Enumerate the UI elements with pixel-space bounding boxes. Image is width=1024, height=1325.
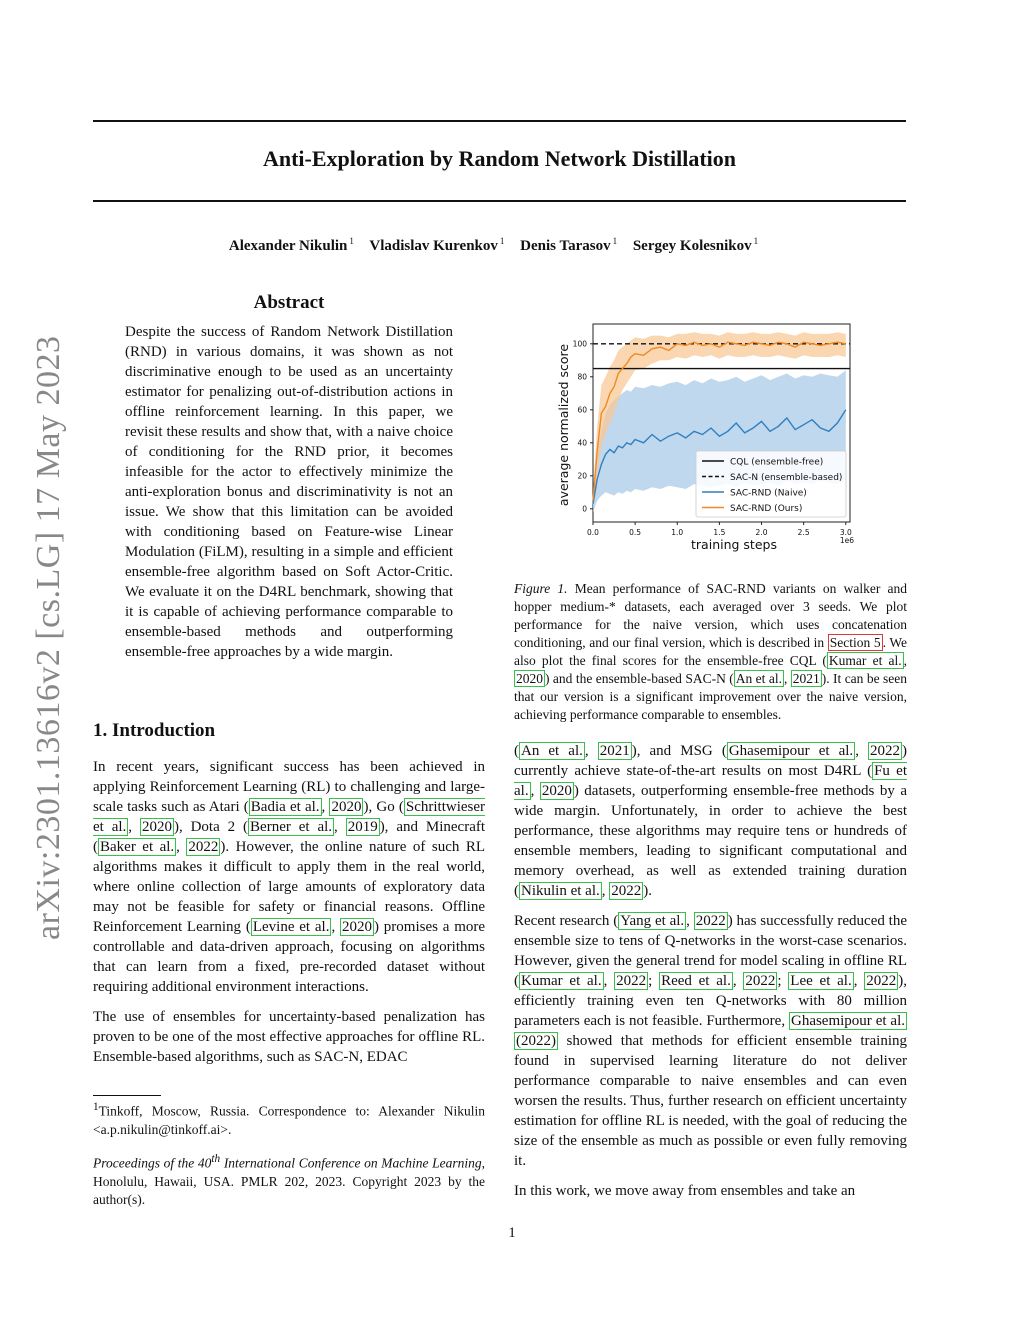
paragraph: In recent years, significant success has been achieved in applying Reinforcement Learning (RL) to challenging and large-scale tasks such as Atari ( Badia et al. , 2020 ), Go ( Schrittwieser et al. , 2020 ), Dota 2 ( Berner et al. , 2019 ), and Minecraft ( Baker et al. , 2022 ). However, the online nature of such RL algorithms makes it difficult to apply them in the real world, where online collection of large amounts of exploratory data may not be feasible for safety or financial reasons. Offline Reinforcement Learning ( Levine et al. , 2020 ) promises a more controllable and data-driven approach, focusing on algorithms that can learn from a fixed, pre-recorded dataset without requiring additional environment interactions. [93,759,486,995]
citation-link[interactable]: Kumar et al. [828,653,902,668]
citation-link[interactable]: 2022 [188,839,219,855]
citation-link[interactable]: Ghasemipour et al. [728,743,854,759]
citation-link[interactable]: 2020 [541,783,572,799]
citation-link[interactable]: Baker et al. [100,839,175,855]
citation-link[interactable]: Lee et al. [790,973,852,989]
x-tick-label: 1.5 [713,528,726,537]
right-column-text [514,741,907,1211]
citation-link[interactable]: Yang et al. [620,913,685,929]
y-tick-label: 60 [577,405,587,415]
paragraph: The use of ensembles for uncertainty-based penalization has proven to be one of the most effective approaches for offline RL. Ensemble-based algorithms, such as SAC-N, EDAC [93,1009,485,1065]
paragraph: Recent research ( Yang et al. , 2022 ) has successfully reduced the ensemble size to tens of Q-networks in the worst-case scenarios. However, given the general trend for model scaling in offline RL ( Kumar et al. , 2022 ; Reed et al. , 2022 ; Lee et al. , 2022 ), efficiently training even ten Q-networks with 80 million parameters each is not feasible. Furthermore, Ghasemipour et al. (2022) showed that methods for efficient ensemble training found in supervised learning literature do not deliver performance comparable to naive ensembles and can even worsen the results. Thus, further research on efficient uncertainty estimation for offline RL is needed, with the goal of reducing the size of the ensemble as much as possible or even fully removing it. [514,913,907,1169]
citation-link[interactable]: Reed et al. [661,973,731,989]
y-axis-ticks [573,339,593,513]
citation-link[interactable]: (2022) [516,1033,556,1049]
citation-link[interactable]: 2022 [611,883,642,899]
legend-label: SAC-N (ensemble-based) [730,473,843,483]
y-tick-label: 20 [577,471,587,481]
citation-link[interactable]: 2022 [745,973,776,989]
affiliation-mark: 1 [753,236,759,246]
citation-link[interactable]: 2022 [695,913,726,929]
y-axis-label: average normalized score [556,343,571,507]
x-tick-label: 2.5 [797,528,810,537]
x-tick-label: 0.0 [587,528,599,537]
citation-link[interactable]: 2021 [792,671,820,686]
section-ref-link[interactable]: Section 5 [829,635,881,650]
abstract-body: Despite the success of Random Network Distillation (RND) in various domains, it was shown as not discriminative enough to be used as an uncertainty estimator for penalizing out-of-distribution actions in offline reinforcement learning. In this paper, we revisit these results and show that, with a naive choice of conditioning for the RND prior, it becomes infeasible for the actor to effectively minimize the anti-exploration bonus and discriminativity is not an issue. We show that this limitation can be avoided with conditioning based on Feature-wise Linear Modulation (FiLM), resulting in a simple and efficient ensemble-free algorithm based on Soft Actor-Critic. We evaluate it on the D4RL benchmark, showing that it is capable of achieving performance comparable to ensemble-based methods and outperforming ensemble-free approaches by a wide margin. [125,324,453,660]
figure-1-chart [552,318,872,558]
x-scale-label: 1e6 [839,536,854,545]
citation-link[interactable]: Fu et al. [514,763,907,799]
x-tick-label: 3.0 [839,528,852,537]
caption-label: Figure 1. [514,581,568,596]
citation-link[interactable]: 2022 [616,973,647,989]
citation-link[interactable]: 2022 [870,743,901,759]
citation-link[interactable]: 2020 [342,919,373,935]
title-bottom-rule [93,200,906,202]
citation-link[interactable]: Levine et al. [252,919,330,935]
x-axis-ticks [587,522,852,537]
x-tick-label: 0.5 [629,528,642,537]
chart-legend [696,451,846,517]
affiliation-mark: 1 [349,236,354,246]
legend-label: SAC-RND (Naive) [730,488,807,499]
author-name: Denis Tarasov [520,238,611,254]
author-name: Alexander Nikulin [228,238,348,254]
author-name: Sergey Kolesnikov [632,238,752,254]
citation-link[interactable]: Badia et al. [250,799,320,815]
left-column-text [93,757,485,1077]
proceedings-note: Proceedings of the 40th International Conference on Machine Learning, Honolulu, Hawaii, USA. PMLR 202, 2023. Copyright 2023 by the author(s). [93,1153,485,1207]
paragraph: ( An et al. , 2021 ), and MSG ( Ghasemipour et al. , 2022 ) currently achieve state-of-the-art results on most D4RL ( Fu et al. , 2020 ) datasets, outperforming ensemble-free methods by a wide margin. Unfortunately, in order to achieve the best performance, these algorithms may require tens or hundreds of ensemble members, leading to significant computational and memory overhead, as well as extended training duration ( Nikulin et al. , 2022 ). [514,743,908,899]
y-tick-label: 80 [577,372,587,382]
y-tick-label: 0 [582,504,587,514]
paper-title: Anti-Exploration by Random Network Distillation [262,146,737,171]
citation-link[interactable]: Ghasemipour et al. [790,1013,906,1029]
citation-link[interactable]: 2019 [347,819,378,835]
y-tick-label: 100 [572,339,587,349]
arxiv-identifier[interactable]: arXiv:2301.13616v2 [cs.LG] 17 May 2023 [30,335,67,940]
legend-label: CQL (ensemble-free) [730,457,824,468]
citation-link[interactable]: Schrittwieser et al. [93,799,486,835]
page-number: 1 [508,1225,516,1241]
x-tick-label: 2.0 [755,528,768,537]
y-tick-label: 40 [577,438,587,448]
footnote-rule [93,1095,161,1096]
citation-link[interactable]: An et al. [735,671,782,686]
footnote: $^1$Tinkoff, Moscow, Russia. Correspondence to: Alexander Nikulin <a.p.nikulin@tinkoff.ai>. [93,1101,485,1137]
abstract-heading: Abstract [253,292,325,313]
figure-caption: Figure 1. Mean performance of SAC-RND variants on walker and hopper medium-* datasets, each averaged over 3 seeds. We plot performance for the naive version, which uses concatenation conditioning, and our final version, which is described in Section 5 . We also plot the final scores for the ensemble-free CQL ( Kumar et al. , 2020 ) and the ensemble-based SAC-N ( An et al. , 2021 ). It can be seen that our version is a significant improvement over the naive version, achieving performance comparable to ensembles. [514,581,907,722]
citation-link[interactable]: Berner et al. [250,819,333,835]
top-rule [93,120,906,122]
citation-link[interactable]: Kumar et al. [521,973,602,989]
section-heading: 1. Introduction [93,720,216,741]
citation-link[interactable]: Nikulin et al. [521,883,600,899]
affiliation-mark: 1 [612,236,618,246]
x-tick-label: 1.0 [671,528,684,537]
citation-link[interactable]: 2020 [516,671,543,686]
x-axis-label: training steps [691,537,777,552]
author-name: Vladislav Kurenkov [369,238,498,254]
citation-link[interactable]: An et al. [521,743,583,759]
citation-link[interactable]: 2020 [331,799,362,815]
paragraph: In this work, we move away from ensembles and take an [514,1183,856,1199]
citation-link[interactable]: 2020 [141,819,172,835]
legend-label: SAC-RND (Ours) [730,504,803,514]
author-list [93,236,906,255]
affiliation-mark: 1 [499,236,505,246]
citation-link[interactable]: 2021 [599,743,630,759]
citation-link[interactable]: 2022 [866,973,897,989]
